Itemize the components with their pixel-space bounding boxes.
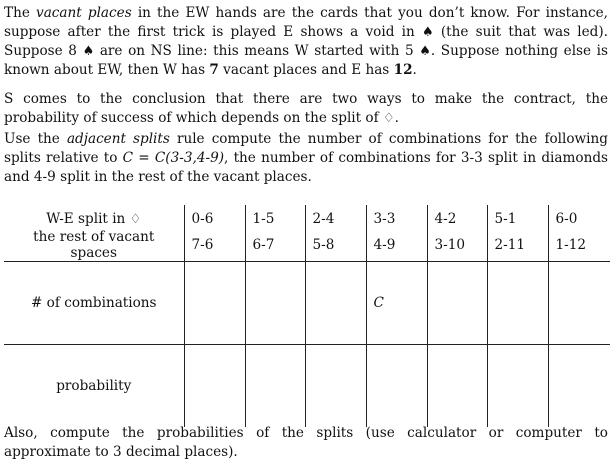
text-span: S comes to the conclusion that there are two ways to make the contract, the probability of success of which depends on the split of	[4, 91, 608, 126]
splits-table	[4, 205, 610, 427]
cell-rest-split: 5-8	[305, 229, 366, 262]
text-span: Also, compute the probabilities of the splits (use calculator or computer to approximate to 3 decimal places).	[4, 425, 608, 460]
cell-we-split: 5-1	[487, 205, 548, 229]
splits-table-wrapper	[4, 205, 610, 427]
math-expression: C = C(3-3,4-9)	[122, 150, 225, 166]
row-label-probability: probability	[56, 378, 132, 394]
cell-we-split: 0-6	[184, 205, 245, 229]
paragraph-instructions	[4, 130, 608, 187]
text-span: The	[4, 5, 37, 21]
label-text: W-E split in	[46, 210, 130, 227]
text-span: rule compute the number of combinations for the following splits relative to	[4, 131, 608, 166]
text-span: (the suit that was led). Suppose 8	[4, 24, 609, 59]
row-label-combinations: # of combinations	[4, 262, 184, 345]
row-label-we-split	[4, 205, 184, 229]
cell-we-split: 3-3	[366, 205, 427, 229]
term-adjacent-splits: adjacent splits	[66, 131, 170, 147]
cell-we-split: 6-0	[548, 205, 610, 229]
cell-we-split: 2-4	[305, 205, 366, 229]
cell-probability[interactable]	[184, 345, 245, 428]
cell-rest-split: 6-7	[245, 229, 305, 262]
diamond-icon: ♢	[382, 111, 395, 126]
row-label-rest: the rest of vacant spaces	[4, 229, 184, 262]
cell-probability[interactable]	[548, 345, 610, 428]
cell-probability[interactable]	[427, 345, 487, 428]
text-span: , the number of combinations for 3-3 split in diamonds and 4-9 split in the rest of the vacant places.	[4, 150, 609, 185]
text-span: vacant places and E has	[218, 62, 394, 78]
text-span: . Suppose nothing else is known about EW, then W has	[4, 43, 609, 78]
cell-combinations[interactable]: C	[366, 262, 427, 345]
text-span: are on NS line: this means W started with 5	[94, 43, 420, 59]
cell-probability[interactable]	[366, 345, 427, 428]
spade-icon: ♠	[421, 25, 434, 40]
cell-rest-split: 4-9	[366, 229, 427, 262]
spade-icon: ♠	[82, 44, 95, 59]
paragraph-vacant-places	[4, 4, 608, 80]
cell-combinations[interactable]	[305, 262, 366, 345]
cell-combinations[interactable]	[184, 262, 245, 345]
cell-probability[interactable]	[487, 345, 548, 428]
w-vacant-count: 7	[209, 62, 219, 78]
row-rest-split	[4, 229, 610, 262]
cell-rest-split: 7-6	[184, 229, 245, 262]
cell-combinations[interactable]	[427, 262, 487, 345]
cell-probability[interactable]	[305, 345, 366, 428]
cell-probability[interactable]	[245, 345, 305, 428]
diamond-icon: ♢	[129, 211, 142, 227]
e-vacant-count: 12	[393, 62, 413, 78]
row-we-split	[4, 205, 610, 229]
spade-icon: ♠	[419, 44, 431, 59]
cell-combinations[interactable]	[487, 262, 548, 345]
paragraph-compute-probabilities	[4, 424, 608, 462]
cell-combinations[interactable]	[548, 262, 610, 345]
row-probability	[4, 345, 610, 428]
cell-combinations[interactable]	[245, 262, 305, 345]
cell-rest-split: 2-11	[487, 229, 548, 262]
text-span: in the EW hands are the cards that you don’t know. For instance, suppose after the first trick is played E shows a void in	[4, 5, 608, 40]
cell-rest-split: 3-10	[427, 229, 487, 262]
term-vacant-places: vacant places	[36, 5, 132, 21]
cell-we-split: 1-5	[245, 205, 305, 229]
cell-we-split: 4-2	[427, 205, 487, 229]
cell-rest-split: 1-12	[548, 229, 610, 262]
text-span: Use the	[4, 131, 67, 147]
paragraph-conclusion	[4, 90, 608, 128]
text-span: .	[412, 62, 417, 78]
text-span: .	[394, 110, 399, 126]
row-combinations	[4, 262, 610, 345]
